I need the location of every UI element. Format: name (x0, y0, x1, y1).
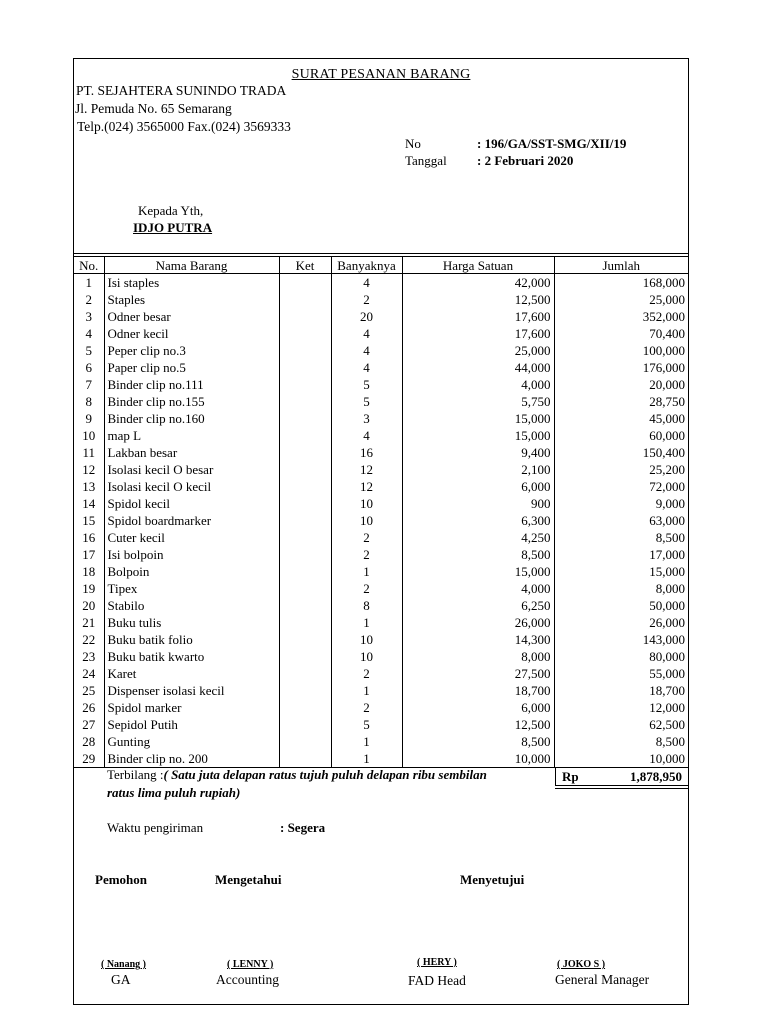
cell-unit-price: 18,700 (402, 682, 554, 699)
cell-ket (279, 750, 331, 768)
cell-unit-price: 6,000 (402, 478, 554, 495)
col-header-qty: Banyaknya (331, 257, 402, 274)
cell-line-total: 60,000 (554, 427, 688, 444)
table-row (74, 563, 688, 580)
table-row (74, 393, 688, 410)
cell-no: 29 (74, 750, 104, 768)
cell-quantity: 20 (331, 308, 402, 325)
cell-unit-price: 4,000 (402, 580, 554, 597)
signature-role-menyetujui: Menyetujui (460, 872, 525, 887)
table-row (74, 461, 688, 478)
cell-line-total: 10,000 (554, 750, 688, 768)
cell-item-name: Isolasi kecil O besar (104, 461, 279, 478)
cell-no: 25 (74, 682, 104, 699)
cell-quantity: 2 (331, 699, 402, 716)
purchase-order-document (73, 58, 689, 1005)
cell-item-name: Binder clip no.111 (104, 376, 279, 393)
cell-ket (279, 699, 331, 716)
cell-line-total: 8,500 (554, 733, 688, 750)
cell-unit-price: 12,500 (402, 291, 554, 308)
table-row (74, 614, 688, 631)
cell-ket (279, 444, 331, 461)
cell-line-total: 150,400 (554, 444, 688, 461)
cell-ket (279, 376, 331, 393)
cell-line-total: 168,000 (554, 274, 688, 292)
cell-quantity: 2 (331, 546, 402, 563)
cell-unit-price: 17,600 (402, 325, 554, 342)
cell-item-name: Lakban besar (104, 444, 279, 461)
cell-unit-price: 15,000 (402, 410, 554, 427)
table-row (74, 359, 688, 376)
cell-line-total: 100,000 (554, 342, 688, 359)
order-number-value: : 196/GA/SST-SMG/XII/19 (477, 136, 627, 151)
cell-ket (279, 359, 331, 376)
cell-unit-price: 15,000 (402, 427, 554, 444)
cell-no: 9 (74, 410, 104, 427)
cell-ket (279, 648, 331, 665)
cell-line-total: 143,000 (554, 631, 688, 648)
cell-quantity: 1 (331, 614, 402, 631)
order-number-label: No (405, 136, 421, 151)
cell-line-total: 25,000 (554, 291, 688, 308)
signature-title-general-manager: General Manager (555, 972, 650, 987)
company-name: PT. SEJAHTERA SUNINDO TRADA (76, 83, 287, 98)
table-row (74, 597, 688, 614)
cell-item-name: Binder clip no.155 (104, 393, 279, 410)
table-row (74, 699, 688, 716)
cell-quantity: 12 (331, 461, 402, 478)
order-date-label: Tanggal (405, 153, 447, 168)
cell-quantity: 4 (331, 359, 402, 376)
cell-item-name: Odner kecil (104, 325, 279, 342)
cell-no: 8 (74, 393, 104, 410)
table-row (74, 750, 688, 768)
table-row (74, 682, 688, 699)
table-row (74, 427, 688, 444)
cell-no: 18 (74, 563, 104, 580)
cell-no: 27 (74, 716, 104, 733)
cell-ket (279, 393, 331, 410)
cell-item-name: Spidol boardmarker (104, 512, 279, 529)
table-row (74, 716, 688, 733)
signature-role-mengetahui: Mengetahui (215, 872, 282, 887)
cell-item-name: Isolasi kecil O kecil (104, 478, 279, 495)
cell-no: 23 (74, 648, 104, 665)
cell-quantity: 5 (331, 393, 402, 410)
terbilang-line-1 (107, 767, 487, 783)
table-row (74, 546, 688, 563)
cell-unit-price: 15,000 (402, 563, 554, 580)
cell-ket (279, 614, 331, 631)
terbilang-label: Terbilang : (107, 767, 164, 782)
cell-item-name: map L (104, 427, 279, 444)
cell-no: 21 (74, 614, 104, 631)
cell-ket (279, 716, 331, 733)
signature-title-ga: GA (111, 972, 131, 987)
table-row (74, 342, 688, 359)
cell-ket (279, 665, 331, 682)
cell-item-name: Stabilo (104, 597, 279, 614)
cell-item-name: Dispenser isolasi kecil (104, 682, 279, 699)
cell-unit-price: 42,000 (402, 274, 554, 292)
cell-ket (279, 308, 331, 325)
cell-item-name: Odner besar (104, 308, 279, 325)
cell-quantity: 10 (331, 495, 402, 512)
cell-ket (279, 529, 331, 546)
cell-quantity: 4 (331, 325, 402, 342)
cell-no: 10 (74, 427, 104, 444)
company-address: Jl. Pemuda No. 65 Semarang (75, 101, 232, 116)
table-top-rule (74, 253, 688, 254)
cell-unit-price: 9,400 (402, 444, 554, 461)
cell-item-name: Staples (104, 291, 279, 308)
cell-quantity: 4 (331, 342, 402, 359)
cell-unit-price: 8,000 (402, 648, 554, 665)
cell-ket (279, 342, 331, 359)
cell-ket (279, 274, 331, 292)
cell-line-total: 80,000 (554, 648, 688, 665)
cell-ket (279, 291, 331, 308)
table-row (74, 631, 688, 648)
cell-line-total: 352,000 (554, 308, 688, 325)
cell-no: 7 (74, 376, 104, 393)
cell-no: 22 (74, 631, 104, 648)
cell-unit-price: 2,100 (402, 461, 554, 478)
cell-no: 28 (74, 733, 104, 750)
cell-no: 26 (74, 699, 104, 716)
grand-total-currency: Rp (562, 769, 579, 784)
cell-no: 3 (74, 308, 104, 325)
cell-ket (279, 325, 331, 342)
signature-name-lenny: ( LENNY ) (227, 959, 274, 970)
cell-quantity: 1 (331, 733, 402, 750)
table-row (74, 291, 688, 308)
cell-no: 13 (74, 478, 104, 495)
cell-quantity: 3 (331, 410, 402, 427)
signature-name-joko: ( JOKO S ) (557, 959, 606, 970)
cell-line-total: 17,000 (554, 546, 688, 563)
cell-item-name: Binder clip no.160 (104, 410, 279, 427)
cell-no: 19 (74, 580, 104, 597)
cell-line-total: 8,500 (554, 529, 688, 546)
cell-line-total: 70,400 (554, 325, 688, 342)
signature-name-hery: ( HERY ) (417, 957, 457, 968)
cell-quantity: 8 (331, 597, 402, 614)
table-row (74, 648, 688, 665)
signature-role-pemohon: Pemohon (95, 872, 147, 887)
grand-total-underline (555, 788, 689, 789)
cell-item-name: Spidol kecil (104, 495, 279, 512)
cell-unit-price: 26,000 (402, 614, 554, 631)
cell-item-name: Buku batik folio (104, 631, 279, 648)
cell-quantity: 1 (331, 682, 402, 699)
cell-quantity: 1 (331, 563, 402, 580)
cell-no: 4 (74, 325, 104, 342)
cell-line-total: 9,000 (554, 495, 688, 512)
cell-unit-price: 14,300 (402, 631, 554, 648)
cell-quantity: 2 (331, 529, 402, 546)
cell-unit-price: 12,500 (402, 716, 554, 733)
cell-quantity: 10 (331, 631, 402, 648)
recipient-salutation: Kepada Yth, (138, 203, 204, 218)
cell-unit-price: 8,500 (402, 733, 554, 750)
cell-unit-price: 6,300 (402, 512, 554, 529)
cell-line-total: 55,000 (554, 665, 688, 682)
cell-ket (279, 631, 331, 648)
cell-ket (279, 733, 331, 750)
cell-quantity: 2 (331, 291, 402, 308)
table-row (74, 529, 688, 546)
cell-no: 11 (74, 444, 104, 461)
cell-line-total: 50,000 (554, 597, 688, 614)
cell-line-total: 8,000 (554, 580, 688, 597)
cell-line-total: 26,000 (554, 614, 688, 631)
cell-unit-price: 900 (402, 495, 554, 512)
table-row (74, 512, 688, 529)
cell-ket (279, 478, 331, 495)
cell-unit-price: 44,000 (402, 359, 554, 376)
document-title (74, 67, 688, 83)
col-header-price: Harga Satuan (402, 257, 554, 274)
cell-ket (279, 495, 331, 512)
cell-line-total: 20,000 (554, 376, 688, 393)
table-row (74, 495, 688, 512)
grand-total-box (555, 767, 689, 786)
cell-item-name: Isi bolpoin (104, 546, 279, 563)
cell-quantity: 5 (331, 376, 402, 393)
cell-item-name: Bolpoin (104, 563, 279, 580)
grand-total-amount: 1,878,950 (630, 769, 682, 784)
cell-item-name: Peper clip no.3 (104, 342, 279, 359)
cell-quantity: 2 (331, 580, 402, 597)
cell-no: 20 (74, 597, 104, 614)
table-row (74, 376, 688, 393)
cell-line-total: 28,750 (554, 393, 688, 410)
cell-line-total: 45,000 (554, 410, 688, 427)
cell-no: 5 (74, 342, 104, 359)
company-phone: Telp.(024) 3565000 Fax.(024) 3569333 (77, 119, 291, 134)
table-row (74, 733, 688, 750)
cell-item-name: Buku batik kwarto (104, 648, 279, 665)
cell-quantity: 4 (331, 274, 402, 292)
table-row (74, 410, 688, 427)
cell-quantity: 10 (331, 512, 402, 529)
delivery-label: Waktu pengiriman (107, 820, 204, 835)
signature-name-nanang: ( Nanang ) (101, 959, 147, 970)
cell-item-name: Cuter kecil (104, 529, 279, 546)
cell-line-total: 15,000 (554, 563, 688, 580)
cell-item-name: Buku tulis (104, 614, 279, 631)
cell-ket (279, 682, 331, 699)
items-table (74, 256, 688, 768)
table-row (74, 325, 688, 342)
cell-unit-price: 10,000 (402, 750, 554, 768)
cell-no: 24 (74, 665, 104, 682)
document-title-text: SURAT PESANAN BARANG (291, 67, 471, 82)
signature-title-fad-head: FAD Head (408, 973, 466, 988)
col-header-name: Nama Barang (104, 257, 279, 274)
cell-no: 12 (74, 461, 104, 478)
cell-line-total: 72,000 (554, 478, 688, 495)
cell-no: 14 (74, 495, 104, 512)
cell-no: 16 (74, 529, 104, 546)
cell-ket (279, 410, 331, 427)
cell-ket (279, 546, 331, 563)
cell-unit-price: 27,500 (402, 665, 554, 682)
col-header-no: No. (74, 257, 104, 274)
cell-unit-price: 5,750 (402, 393, 554, 410)
cell-unit-price: 8,500 (402, 546, 554, 563)
cell-no: 17 (74, 546, 104, 563)
table-row (74, 444, 688, 461)
table-row (74, 274, 688, 292)
cell-line-total: 25,200 (554, 461, 688, 478)
cell-line-total: 18,700 (554, 682, 688, 699)
table-row (74, 665, 688, 682)
cell-ket (279, 512, 331, 529)
cell-item-name: Gunting (104, 733, 279, 750)
cell-line-total: 12,000 (554, 699, 688, 716)
cell-item-name: Sepidol Putih (104, 716, 279, 733)
cell-line-total: 176,000 (554, 359, 688, 376)
cell-no: 2 (74, 291, 104, 308)
cell-unit-price: 6,000 (402, 699, 554, 716)
cell-unit-price: 4,250 (402, 529, 554, 546)
delivery-value: : Segera (280, 820, 326, 835)
signature-title-accounting: Accounting (216, 972, 279, 987)
table-header-row (74, 257, 688, 274)
table-row (74, 478, 688, 495)
terbilang-text-1: ( Satu juta delapan ratus tujuh puluh delapan ribu sembilan (163, 767, 487, 782)
cell-item-name: Binder clip no. 200 (104, 750, 279, 768)
cell-no: 1 (74, 274, 104, 292)
cell-unit-price: 4,000 (402, 376, 554, 393)
cell-quantity: 12 (331, 478, 402, 495)
cell-unit-price: 6,250 (402, 597, 554, 614)
cell-unit-price: 17,600 (402, 308, 554, 325)
cell-quantity: 10 (331, 648, 402, 665)
cell-no: 6 (74, 359, 104, 376)
cell-quantity: 4 (331, 427, 402, 444)
table-row (74, 308, 688, 325)
order-date-value: : 2 Februari 2020 (477, 153, 574, 168)
col-header-ket: Ket (279, 257, 331, 274)
cell-quantity: 2 (331, 665, 402, 682)
cell-unit-price: 25,000 (402, 342, 554, 359)
cell-ket (279, 427, 331, 444)
cell-no: 15 (74, 512, 104, 529)
cell-item-name: Paper clip no.5 (104, 359, 279, 376)
cell-ket (279, 597, 331, 614)
terbilang-text-2: ratus lima puluh rupiah) (107, 785, 241, 800)
cell-item-name: Tipex (104, 580, 279, 597)
cell-ket (279, 461, 331, 478)
cell-line-total: 62,500 (554, 716, 688, 733)
col-header-total: Jumlah (554, 257, 688, 274)
cell-quantity: 16 (331, 444, 402, 461)
cell-line-total: 63,000 (554, 512, 688, 529)
cell-item-name: Spidol marker (104, 699, 279, 716)
cell-quantity: 5 (331, 716, 402, 733)
cell-item-name: Isi staples (104, 274, 279, 292)
cell-ket (279, 563, 331, 580)
cell-quantity: 1 (331, 750, 402, 768)
recipient-name: IDJO PUTRA (133, 220, 213, 235)
cell-ket (279, 580, 331, 597)
table-row (74, 580, 688, 597)
cell-item-name: Karet (104, 665, 279, 682)
